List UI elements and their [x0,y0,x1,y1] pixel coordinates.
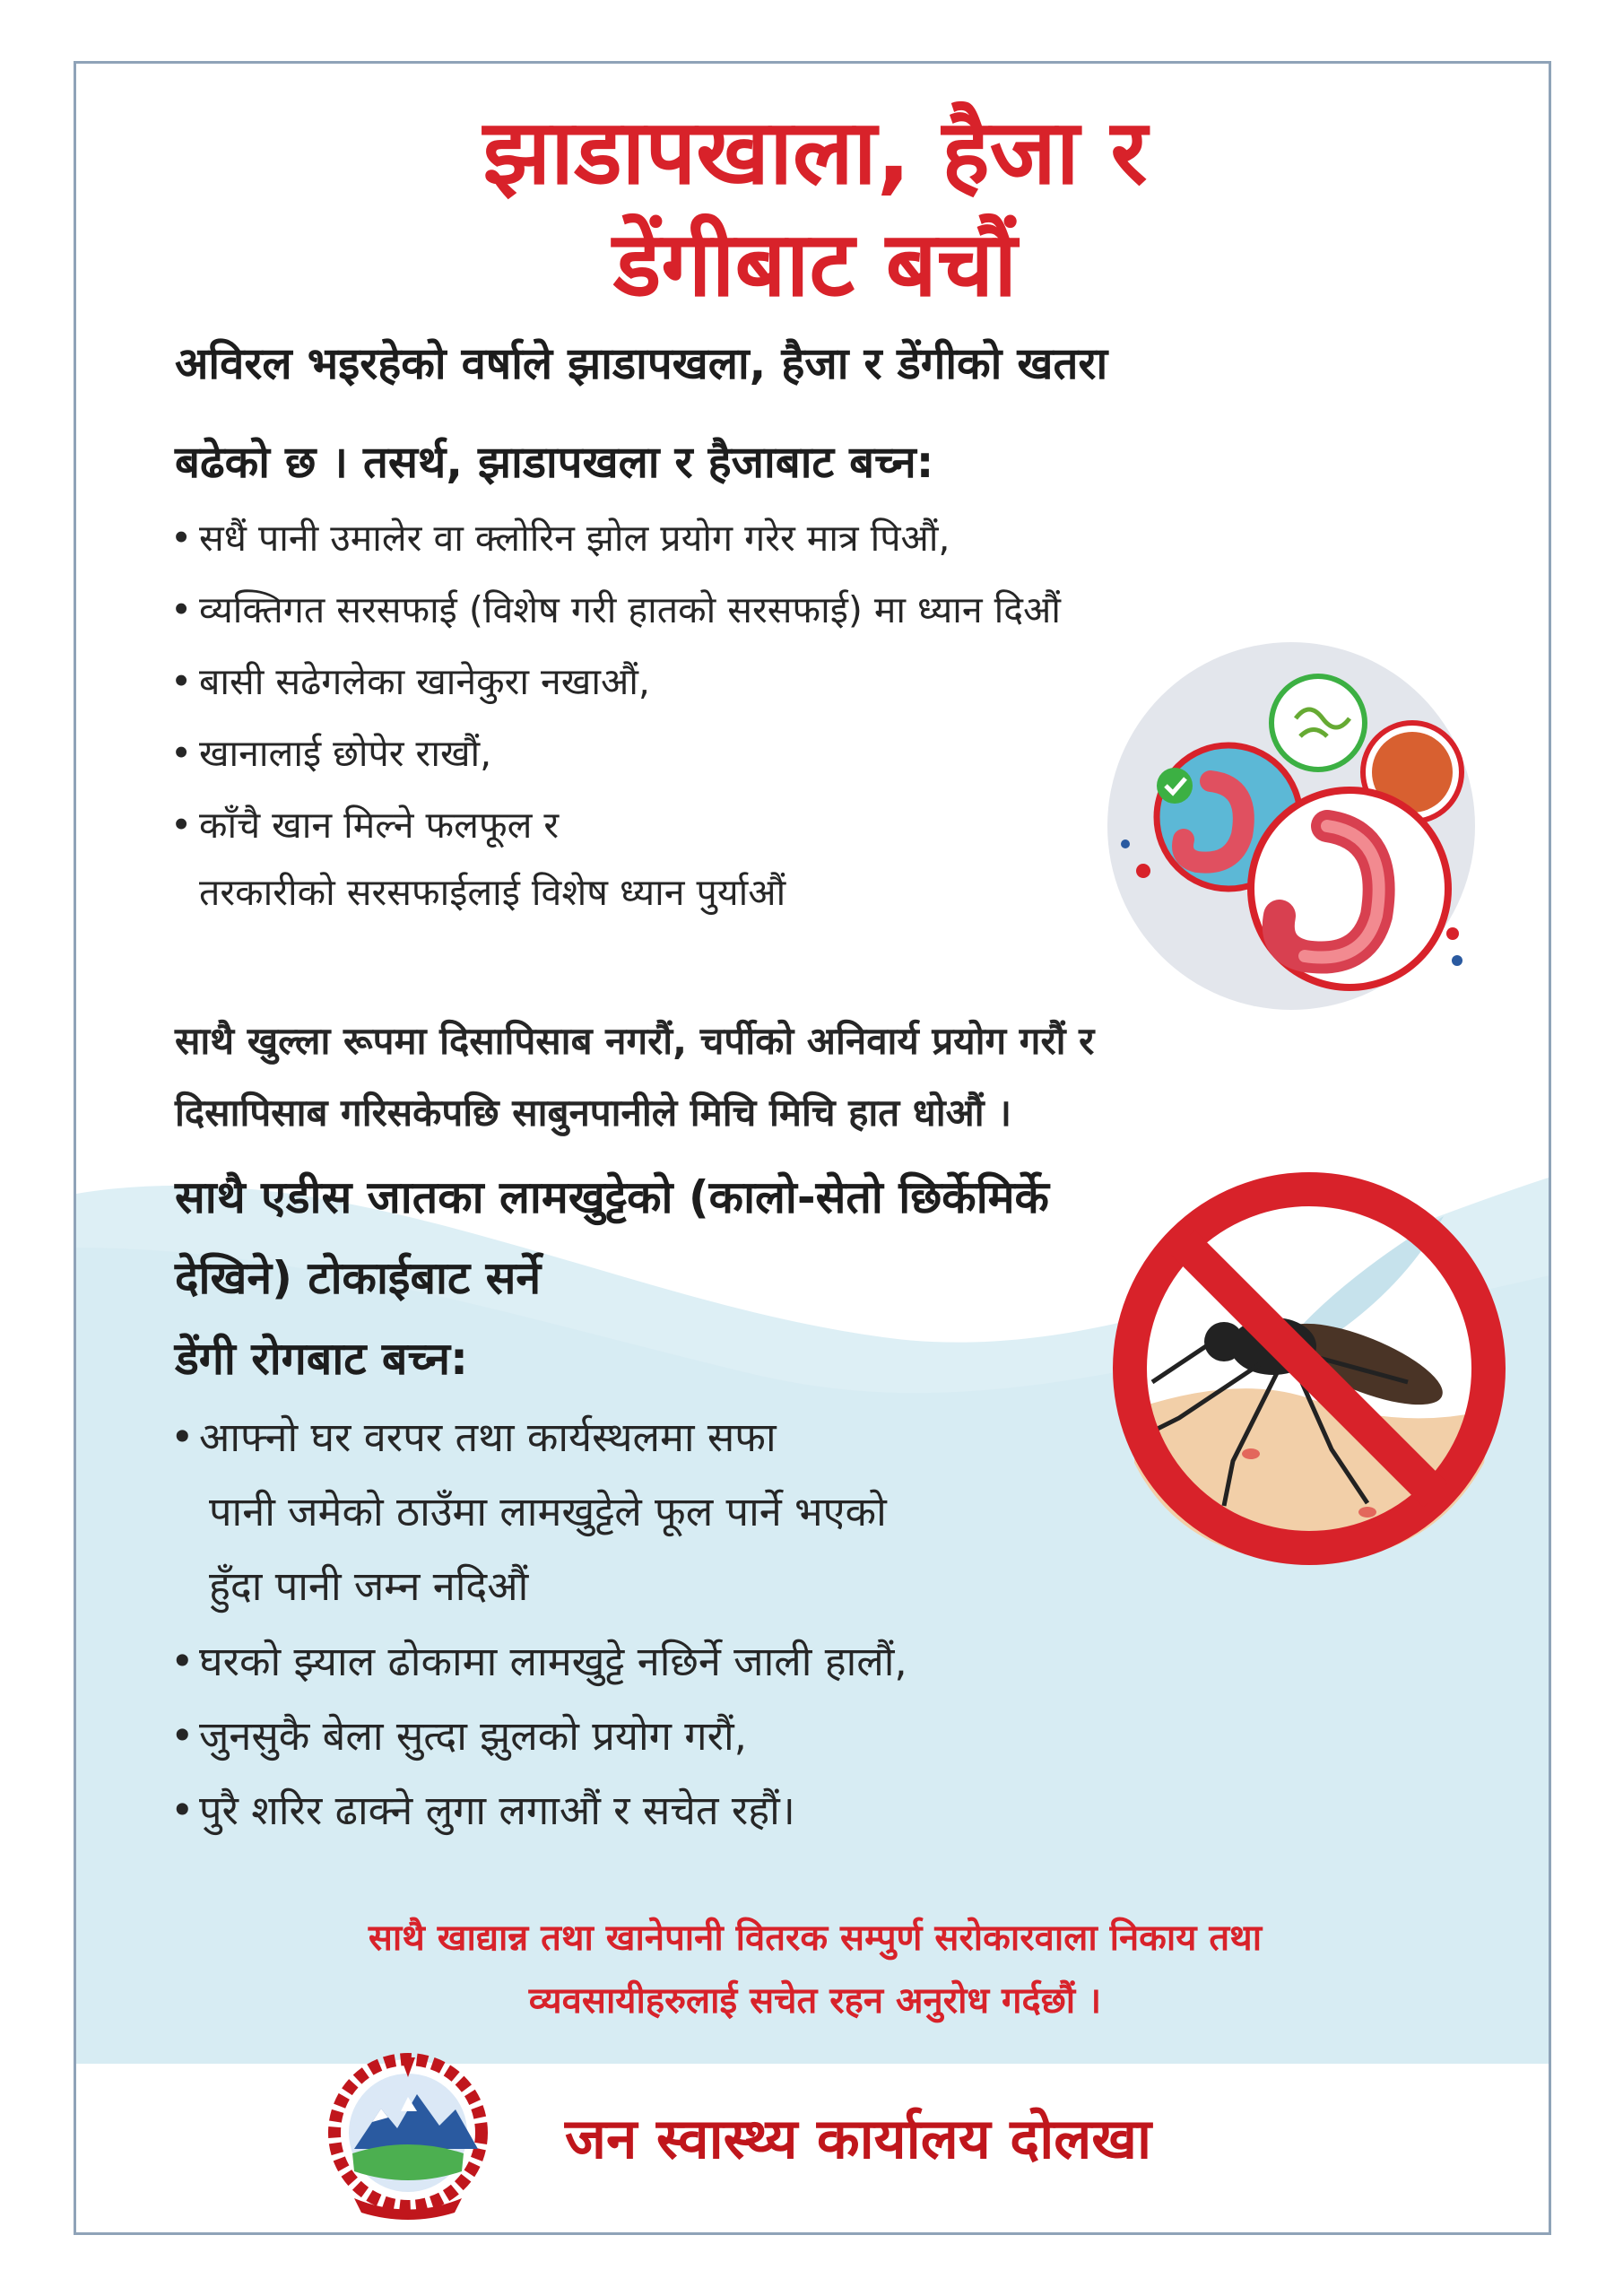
bullet-text: खानालाई छोपेर राखौं, [199,732,492,775]
bullet-glyph: • [170,1787,195,1834]
office-name: जन स्वास्थ्य कार्यालय दोलखा [565,2106,1152,2171]
diarrhea-bullet-continuation: तरकारीको सरसफाईलाई विशेष ध्यान पुर्याऔं [199,871,786,914]
bullet-text: आफ्नो घर वरपर तथा कार्यस्थलमा सफा [199,1413,777,1461]
poster-title-line1: झाडापखाला, हैजा र [482,100,1148,204]
poster-title-line2: डेंगीबाट बचौं [612,212,1018,317]
diarrhea-bullet [170,656,650,706]
sanitation-para-line2: दिसापिसाब गरिसकेपछि साबुनपानीले मिचि मिचि हात धोऔं । [175,1091,1012,1135]
bullet-glyph: • [170,732,193,775]
dengue-bullet [170,1409,777,1464]
stomach-bacteria-illustration-icon [1063,638,1475,1014]
no-mosquito-icon [1098,1158,1520,1579]
bullet-glyph: • [170,1712,195,1760]
bullet-text: बासी सढेगलेका खानेकुरा नखाऔं, [199,660,650,703]
bullet-text: सधैं पानी उमालेर वा क्लोरिन झोल प्रयोग गरेर मात्र पिऔं, [199,517,950,560]
bullet-text: जुनसुकै बेला सुत्दा झुलको प्रयोग गरौं, [199,1712,747,1760]
bullet-text: व्यक्तिगत सरसफाई (विशेष गरी हातको सरसफाई) मा ध्यान दिऔं [199,588,1061,631]
bullet-text: काँचै खान मिल्ने फलफूल र [199,804,560,847]
intro-line1: अविरल भइरहेको वर्षाले झाडापखला, हैजा र डेंगीको खतरा [175,338,1108,389]
diarrhea-bullet [170,512,950,562]
dengue-intro-line3: डेंगी रोगबाट बच्न: [175,1333,469,1385]
bullet-text: घरको झ्याल ढोकामा लामखुट्टे नछिर्ने जाली हालौं, [199,1638,907,1685]
intro-line2: बढेको छ । तसर्थ, झाडापखला र हैजाबाट बच्न: [175,437,934,488]
sanitation-para-line1: साथै खुल्ला रूपमा दिसापिसाब नगरौं, चर्पीको अनिवार्य प्रयोग गरौं र [175,1019,1095,1063]
dengue-bullet [170,1633,907,1688]
bullet-text: पुरै शरिर ढाक्ने लुगा लगाऔं र सचेत रहौं। [199,1787,795,1834]
dengue-intro-line1: साथै एडीस जातका लामखुट्टेको (कालो-सेतो छिर्केमिर्के [175,1171,1049,1223]
bullet-glyph: • [170,1638,195,1685]
poster-frame [74,61,1551,2235]
diarrhea-bullet [170,584,1061,634]
dengue-bullet [170,1708,747,1762]
notice-line1: साथै खाद्यान्न तथा खानेपानी वितरक सम्पुर्ण सरोकारवाला निकाय तथा [368,1918,1263,1959]
diarrhea-bullet [170,799,559,849]
bullet-glyph: • [170,660,193,703]
dengue-bullet-continuation: हुँदा पानी जम्न नदिऔं [209,1562,529,1610]
dengue-intro-line2: देखिने) टोकाईबाट सर्ने [175,1252,542,1304]
dengue-bullet [170,1782,795,1837]
bullet-glyph: • [170,804,193,847]
bullet-glyph: • [170,1413,195,1461]
diarrhea-bullet [170,727,491,778]
nepal-government-emblem-icon [318,2050,498,2221]
notice-line2: व्यवसायीहरुलाई सचेत रहन अनुरोध गर्दछौं । [528,1980,1102,2022]
bullet-glyph: • [170,588,193,631]
bullet-glyph: • [170,517,193,560]
dengue-bullet-continuation: पानी जमेको ठाउँमा लामखुट्टेले फूल पार्ने भएको [209,1488,887,1535]
